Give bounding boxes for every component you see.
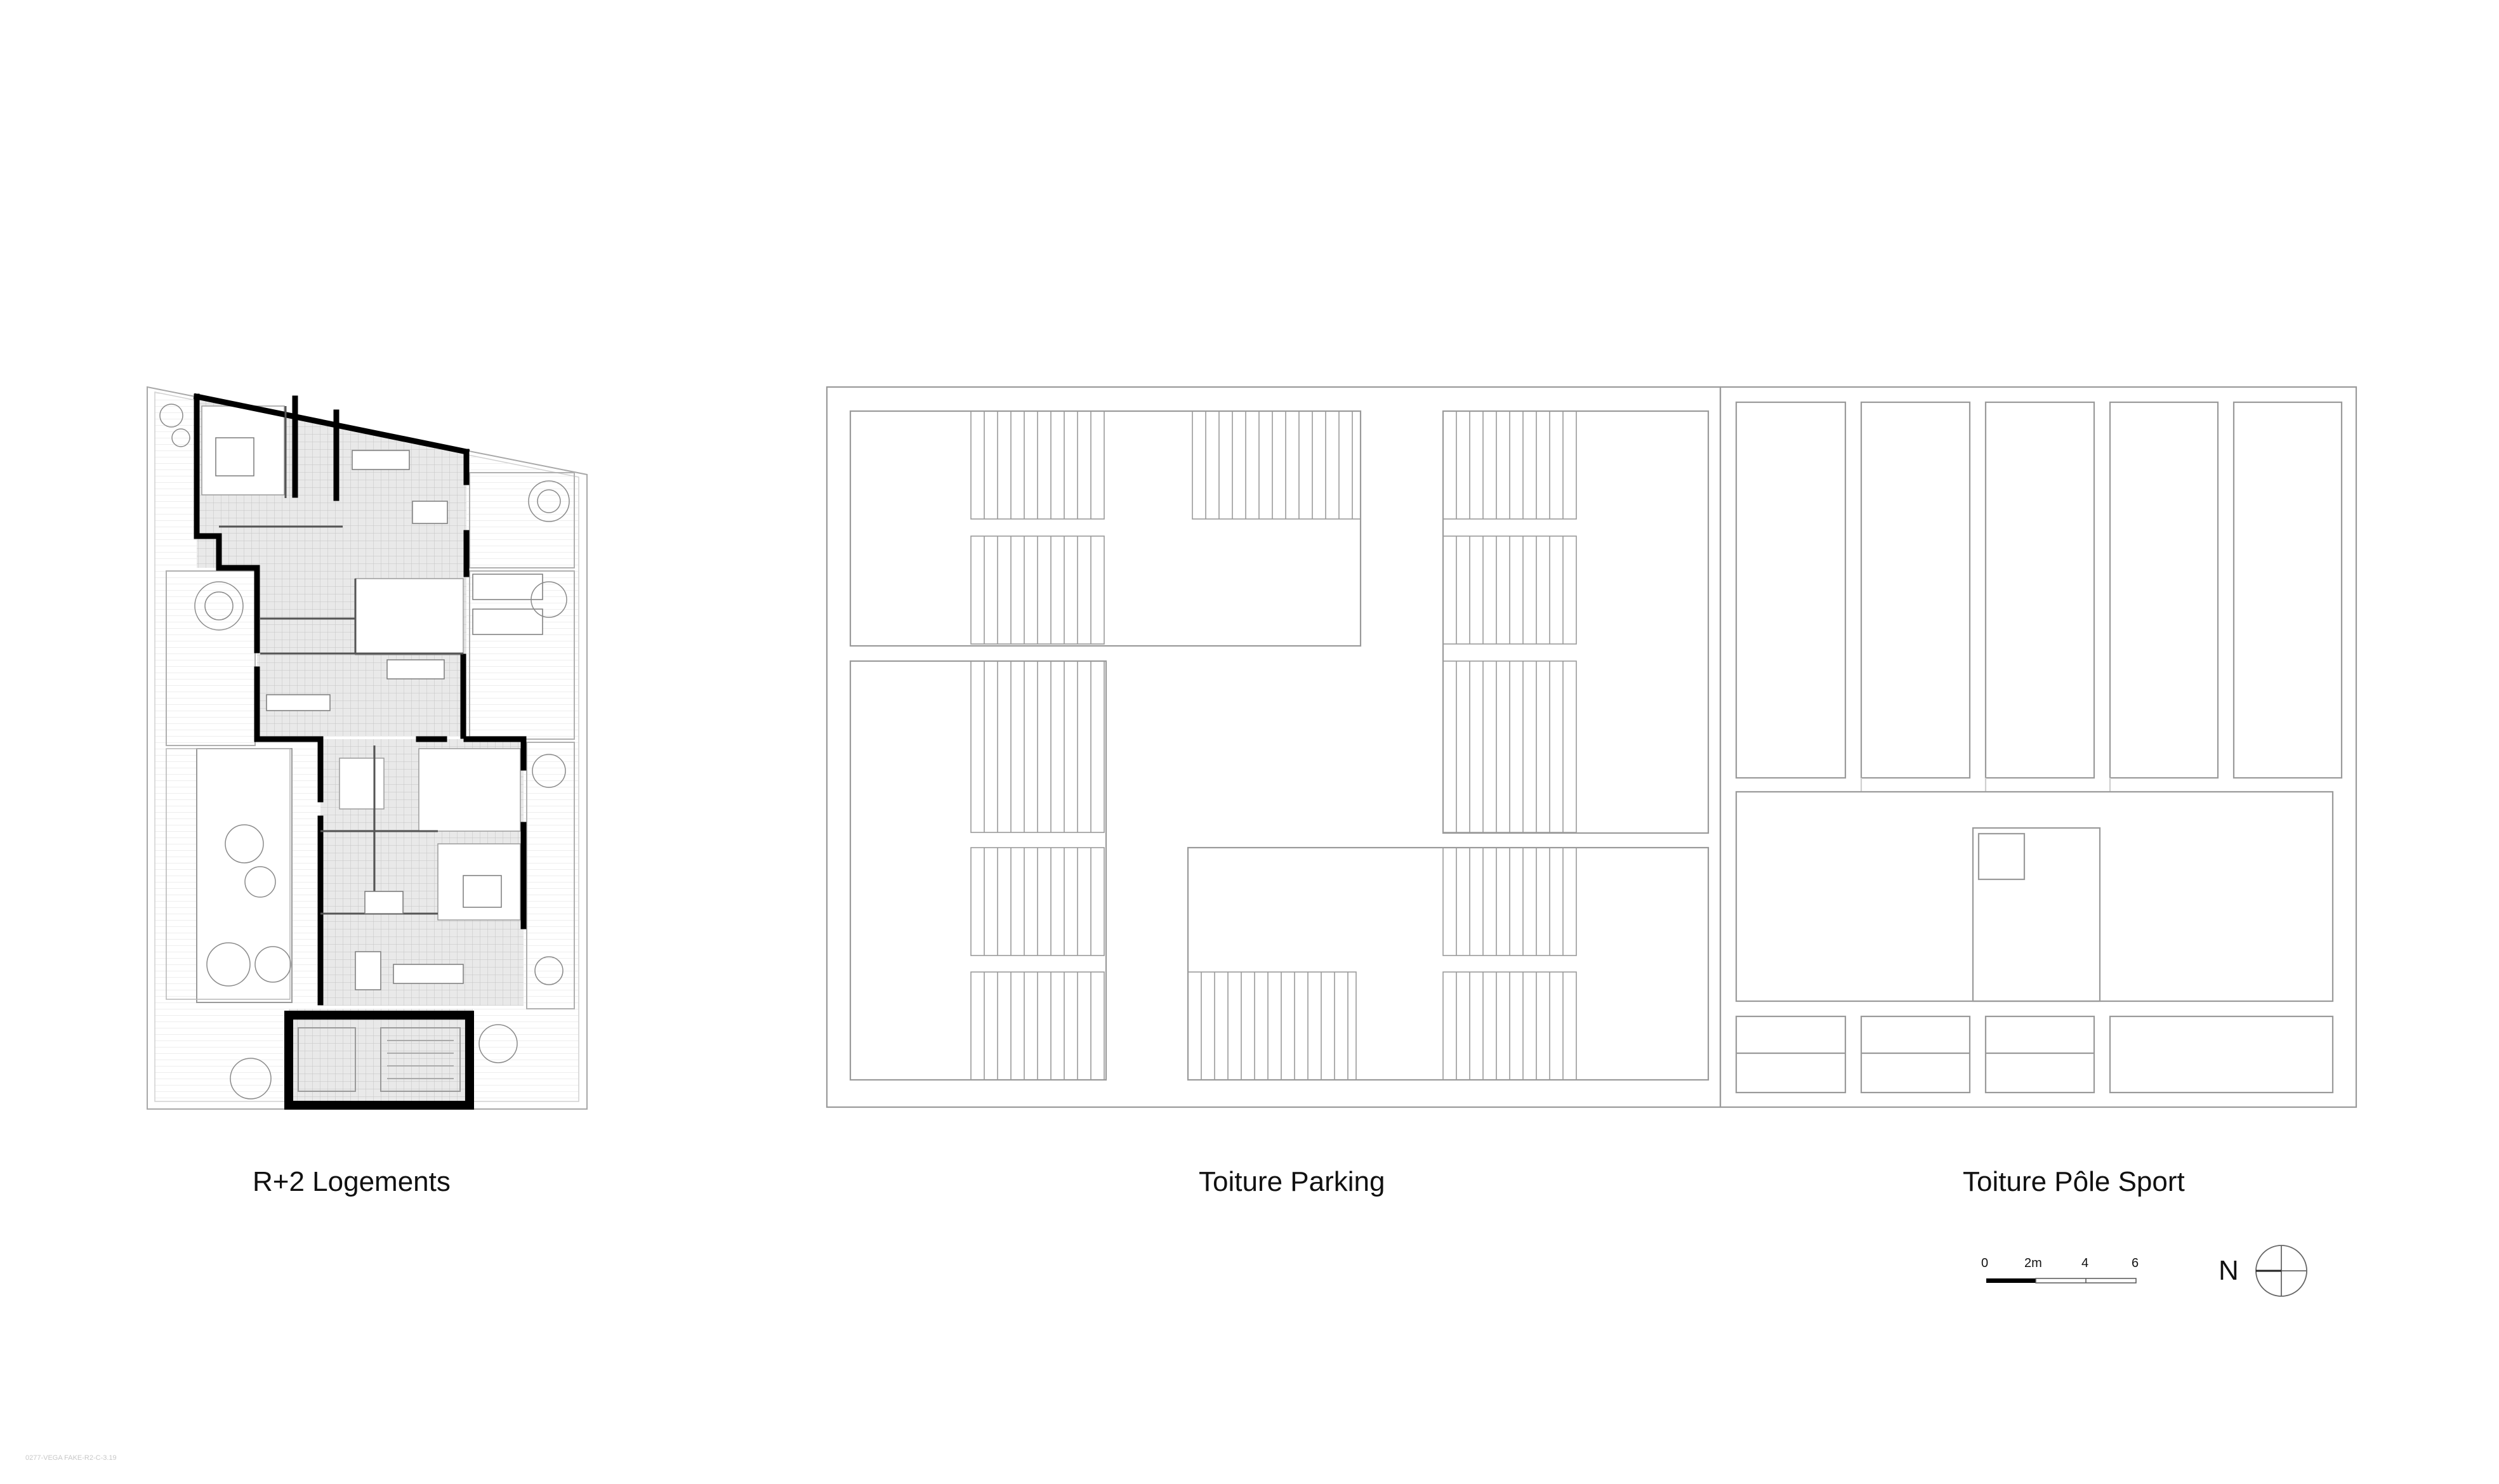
small-roof-units	[1736, 1016, 2333, 1093]
plan-title-toiture-pole-sport: Toiture Pôle Sport	[1963, 1166, 2185, 1197]
plan-title-toiture-parking: Toiture Parking	[1199, 1166, 1385, 1197]
scale-tick-4: 4	[2081, 1256, 2089, 1270]
north-arrow-symbol	[2256, 1245, 2307, 1296]
solar-array-2	[1192, 411, 1361, 519]
north-label: N	[2219, 1255, 2239, 1286]
solar-arrays	[971, 411, 1576, 1080]
parking-roof-outline	[827, 387, 1720, 1107]
scale-tick-6: 6	[2132, 1256, 2139, 1270]
skylight-bays	[1736, 402, 2342, 778]
scale-tick-2m: 2m	[2024, 1256, 2042, 1270]
parking-roof-plan	[827, 387, 1720, 1107]
r2-floor-plan	[147, 387, 587, 1109]
sport-roof-plan	[1720, 387, 2356, 1107]
plan-title-r2-logements: R+2 Logements	[253, 1166, 451, 1197]
sport-roof-outline	[1720, 387, 2356, 1107]
roof-lantern	[1973, 828, 2100, 1001]
main-roof-slab	[1736, 792, 2333, 1001]
solar-array-11	[1188, 972, 1356, 1080]
scale-bar	[1986, 1278, 2136, 1283]
courtyard	[197, 749, 292, 1002]
scale-tick-0: 0	[1981, 1256, 1989, 1270]
footer-reference: 0277-VEGA FAKE-R2-C-3.19	[25, 1454, 117, 1462]
